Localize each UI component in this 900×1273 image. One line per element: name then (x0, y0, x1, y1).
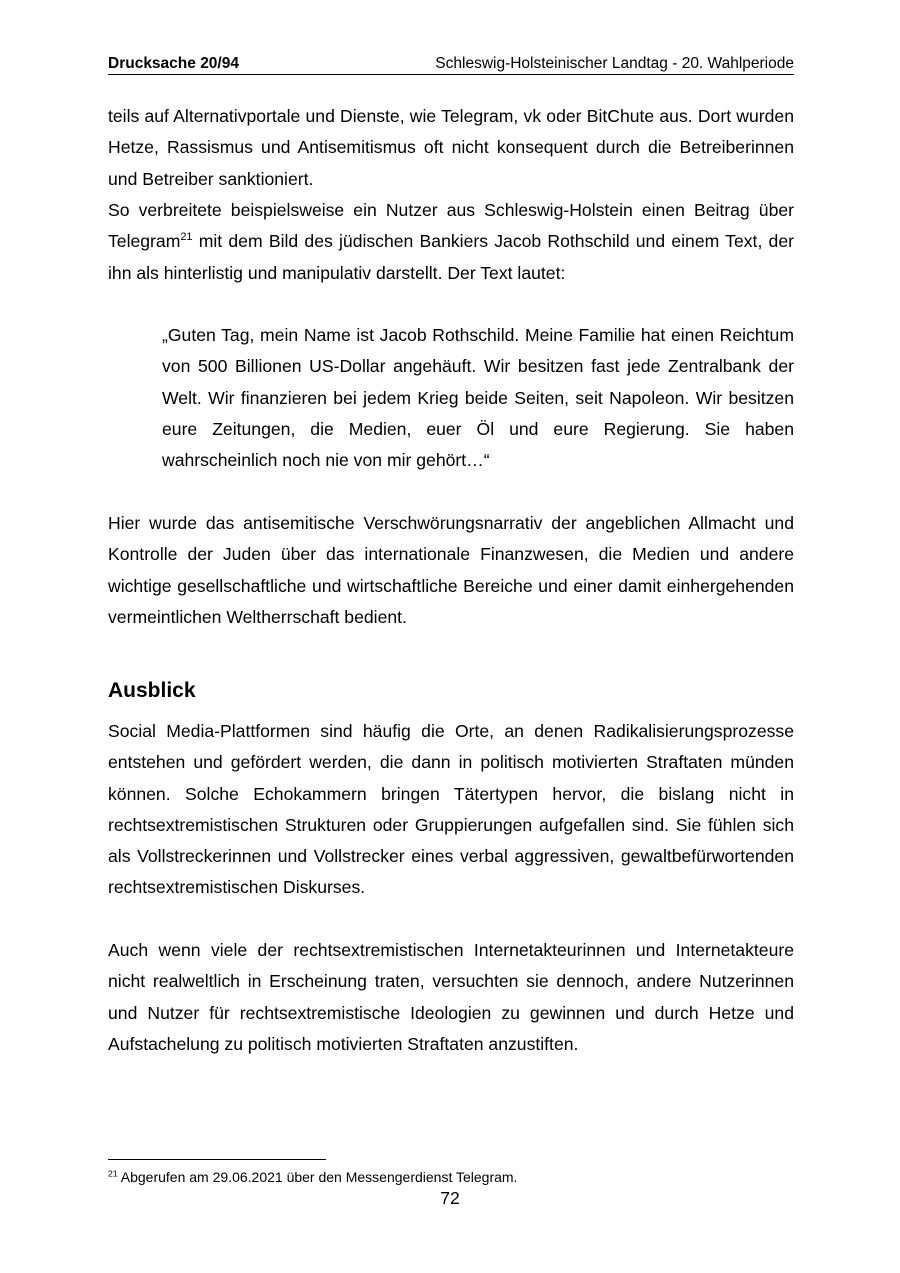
paragraph-conspiracy-narrative: Hier wurde das antisemitische Verschwörungsnarrativ der angeblichen Allmacht und Kontrolle der Juden über das internationale Finanzwesen, die Medien und andere wichtige gesellschaftliche und wirtschaftliche Bereiche und einer damit einhergehenden vermeintlichen Weltherrschaft bedient. (108, 513, 794, 627)
footnote-text: Abgerufen am 29.06.2021 über den Messengerdienst Telegram. (117, 1169, 518, 1185)
block-quote: „Guten Tag, mein Name ist Jacob Rothschild. Meine Familie hat einen Reichtum von 500 Billionen US-Dollar angehäuft. Wir besitzen fast jede Zentralbank der Welt. Wir finanzieren bei jedem Krieg beide Seiten, seit Napoleon. Wir besitzen eure Zeitungen, die Medien, euer Öl und eure Regierung. Sie haben wahrscheinlich noch nie von mir gehört…“ (162, 325, 794, 471)
footnote-reference: 21 (180, 231, 193, 244)
parliament-title: Schleswig-Holsteinischer Landtag - 20. Wahlperiode (435, 55, 794, 72)
paragraph-social-media: Social Media-Plattformen sind häufig die Orte, an denen Radikalisierungsprozesse entstehen und gefördert werden, die dann in politisch motivierten Straftaten münden können. Solche Echokammern bringen Tätertypen hervor, die bislang nicht in rechtsextremistischen Strukturen oder Gruppierungen aufgefallen sind. Sie fühlen sich als Vollstreckerinnen und Vollstrecker eines verbal aggressiven, gewaltbefürwortenden rechtsextremistischen Diskurses. (108, 721, 794, 898)
paragraph-telegram-platforms: teils auf Alternativportale und Dienste, wie Telegram, vk oder BitChute aus. Dort wurden Hetze, Rassismus und Antisemitismus oft nicht konsequent durch die Betreiberinnen und Betreiber sanktioniert. (108, 106, 794, 189)
footnote-number: 21 (108, 1168, 118, 1179)
footnote (108, 1168, 794, 1186)
paragraph-text-part: mit dem Bild des jüdischen Bankiers Jacob Rothschild und einem Text, der ihn als hinterlistig und manipulativ darstellt. Der Text lautet: (108, 231, 794, 283)
page-number: 72 (440, 1188, 460, 1208)
page-header (108, 54, 794, 75)
document-number: Drucksache 20/94 (108, 55, 239, 72)
paragraph-rothschild-example (108, 195, 794, 289)
paragraph-internet-actors: Auch wenn viele der rechtsextremistischen Internetakteurinnen und Internetakteure nicht realweltlich in Erscheinung traten, versuchten sie dennoch, andere Nutzerinnen und Nutzer für rechtsextremistische Ideologien zu gewinnen und durch Hetze und Aufstachelung zu politisch motivierten Straftaten anzustiften. (108, 940, 794, 1054)
footnote-separator (108, 1159, 326, 1160)
paragraph-text-part: So verbreitete beispielsweise ein Nutzer aus Schleswig-Holstein einen Beitrag über Telegram (108, 200, 794, 252)
section-heading: Ausblick (108, 679, 196, 702)
